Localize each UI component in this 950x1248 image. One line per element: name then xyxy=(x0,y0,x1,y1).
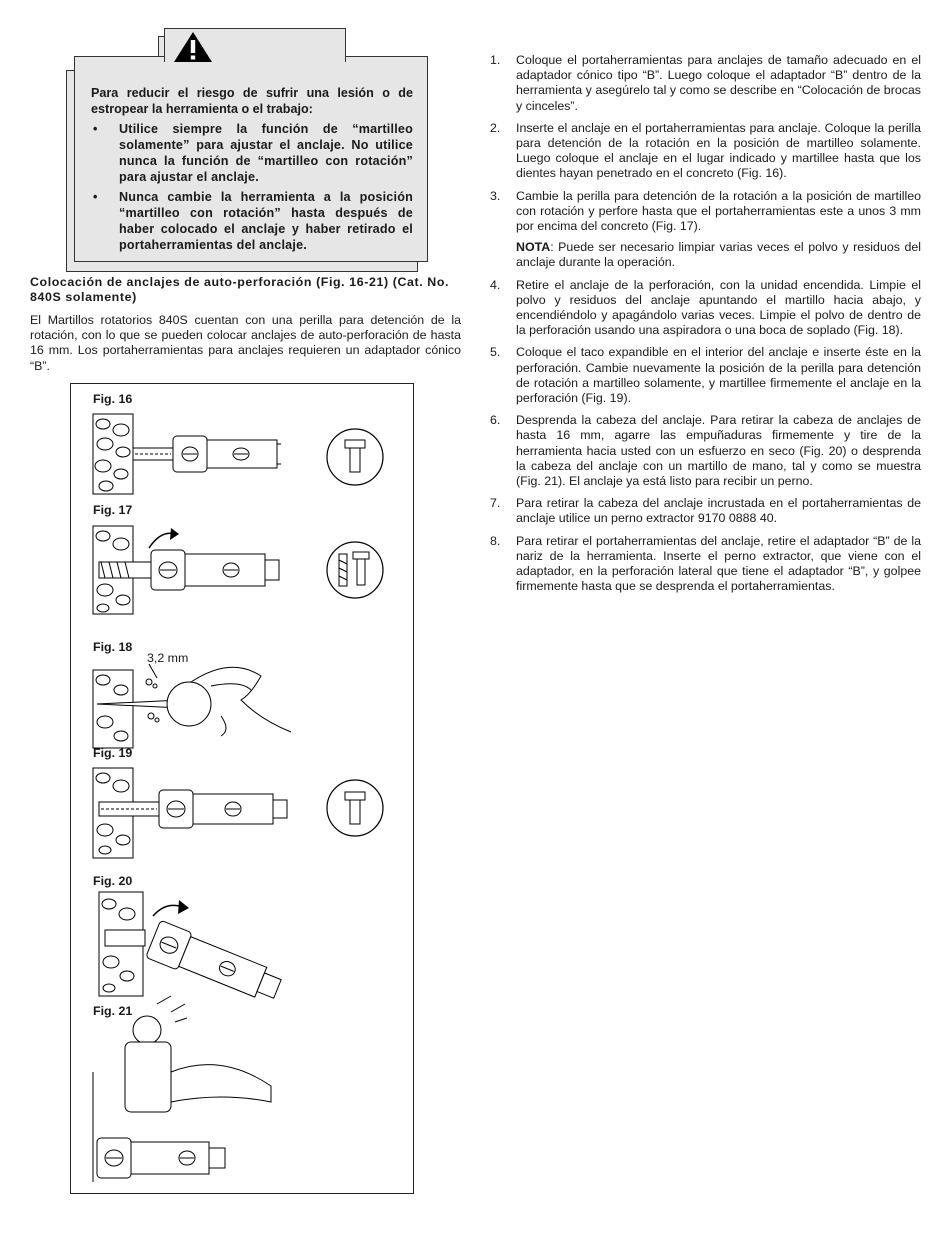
section-heading: Colocación de anclajes de auto-perforación (Fig. 16-21) (Cat. No. 840S solamente) xyxy=(30,275,450,304)
step-text: Para retirar el portaherramientas del anclaje, retire el adaptador “B” de la nariz de la herramienta. Inserte el perno extractor, que viene con el adaptador, en la perforación lateral que tiene el adaptador “B”, y golpee firmemente hasta que se desprenda el portaherramientas. xyxy=(516,533,921,594)
warning-bullet-text: Nunca cambie la herramienta a la posición “martilleo con rotación” hasta después de haber colocado el anclaje y haber retirado el portaherramientas del anclaje. xyxy=(119,190,413,252)
step-item xyxy=(488,345,921,406)
fig16-label: Fig. 16 xyxy=(93,392,133,406)
fig21-illustration xyxy=(91,992,291,1192)
fig21-label: Fig. 21 xyxy=(93,1004,133,1018)
warning-list xyxy=(91,121,413,253)
step-text: Coloque el portaherramientas para anclajes de tamaño adecuado en el adaptador cónico tipo “B”. Luego coloque el adaptador “B” dentro de la herramienta y asegúrelo tal y como se describe en “Colocación de brocas y cinceles”. xyxy=(516,53,921,113)
bullet-marker: • xyxy=(93,190,98,204)
fig19-label: Fig. 19 xyxy=(93,746,133,760)
step-text: Coloque el taco expandible en el interior del anclaje e inserte éste en la perforación. Cambie nuevamente la posición de la perilla para detención de rotación a martilleo solamente, y martillee firmemente el anclaje en la perforación (Fig. 19). xyxy=(516,345,921,406)
fig18-illustration xyxy=(91,660,301,752)
step-number: 2. xyxy=(490,120,501,135)
fig19-illustration xyxy=(91,764,391,862)
step-number: 6. xyxy=(490,413,501,428)
step-number: 8. xyxy=(490,533,501,548)
step-number: 4. xyxy=(490,277,501,292)
warning-bullet xyxy=(91,189,413,253)
step-text: Para retirar la cabeza del anclaje incrustada en el portaherramientas de anclaje utilice un perno extractor 9170 0888 40. xyxy=(516,496,921,526)
step-item xyxy=(488,278,921,339)
note-label: NOTA xyxy=(516,240,551,255)
fig16-illustration xyxy=(91,410,391,498)
step-item xyxy=(488,189,921,271)
fig18-label: Fig. 18 xyxy=(93,640,133,654)
note-text: : Puede ser necesario limpiar varias veces el polvo y residuos del anclaje durante la operación. xyxy=(516,240,921,270)
step-number: 1. xyxy=(490,53,501,67)
step-text: Cambie la perilla para detención de la rotación a la posición de martilleo con rotación y perfore hasta que el portaherramientas este a unos 3 mm por encima del concreto (Fig. 17). xyxy=(516,188,921,234)
step-item xyxy=(488,121,921,182)
fig20-illustration xyxy=(91,890,301,1000)
step-item xyxy=(488,496,921,526)
fig17-illustration xyxy=(91,520,391,620)
step-number: 7. xyxy=(490,496,501,511)
step-number: 3. xyxy=(490,188,501,203)
warning-bullet xyxy=(91,121,413,185)
fig20-label: Fig. 20 xyxy=(93,874,133,888)
warning-bullet-text: Utilice siempre la función de “martilleo solamente” para ajustar el anclaje. No utilice nunca la función de “martilleo con rotación” para ajustar el anclaje. xyxy=(119,122,413,184)
warning-triangle-icon xyxy=(173,31,213,63)
steps-list xyxy=(488,53,921,602)
step-item xyxy=(488,413,921,489)
step-text: Retire el anclaje de la perforación, con la unidad encendida. Limpie el polvo y residuos del anclaje apuntando el martillo hacia abajo, y encendiéndolo y apagándolo varias veces. Limpie el polvo de dentro de la perforación usando una aspiradora o una boca de soplado (Fig. 18). xyxy=(516,277,921,338)
step-item xyxy=(488,534,921,595)
section-body: El Martillos rotatorios 840S cuentan con una perilla para detención de la rotación, con lo que se pueden colocar anclajes de auto-perforación de hasta 16 mm. Los portaherramientas para anclajes requieren un adaptador cónico “B”. xyxy=(30,313,461,373)
warning-box xyxy=(74,56,428,262)
step-item xyxy=(488,53,921,114)
fig17-label: Fig. 17 xyxy=(93,503,133,517)
step-text: Desprenda la cabeza del anclaje. Para retirar la cabeza de anclajes de hasta 16 mm, agarre las empuñaduras firmemente y tire de la herramienta hacia usted con un esfuerzo en seco (Fig. 20) o desprenda la cabeza del anclaje con un martillo de mano, tal y como se muestra (Fig. 21). El anclaje ya está listo para recibir un perno. xyxy=(516,413,921,489)
warning-tab xyxy=(164,28,346,62)
figure-panel xyxy=(70,383,414,1194)
step-text: Inserte el anclaje en el portaherramientas para anclaje. Coloque la perilla para detención de la rotación en la posición de martilleo solamente. Luego coloque el anclaje en el lugar indicado y martillee hasta que los dientes hayan penetrado en el concreto (Fig. 16). xyxy=(516,120,921,181)
step-number: 5. xyxy=(490,345,501,360)
fig18-dimension: 3,2 mm xyxy=(147,651,189,665)
warning-intro: Para reducir el riesgo de sufrir una lesión o de estropear la herramienta o el trabajo: xyxy=(91,86,413,116)
bullet-marker: • xyxy=(93,122,98,136)
step-note xyxy=(516,240,921,270)
